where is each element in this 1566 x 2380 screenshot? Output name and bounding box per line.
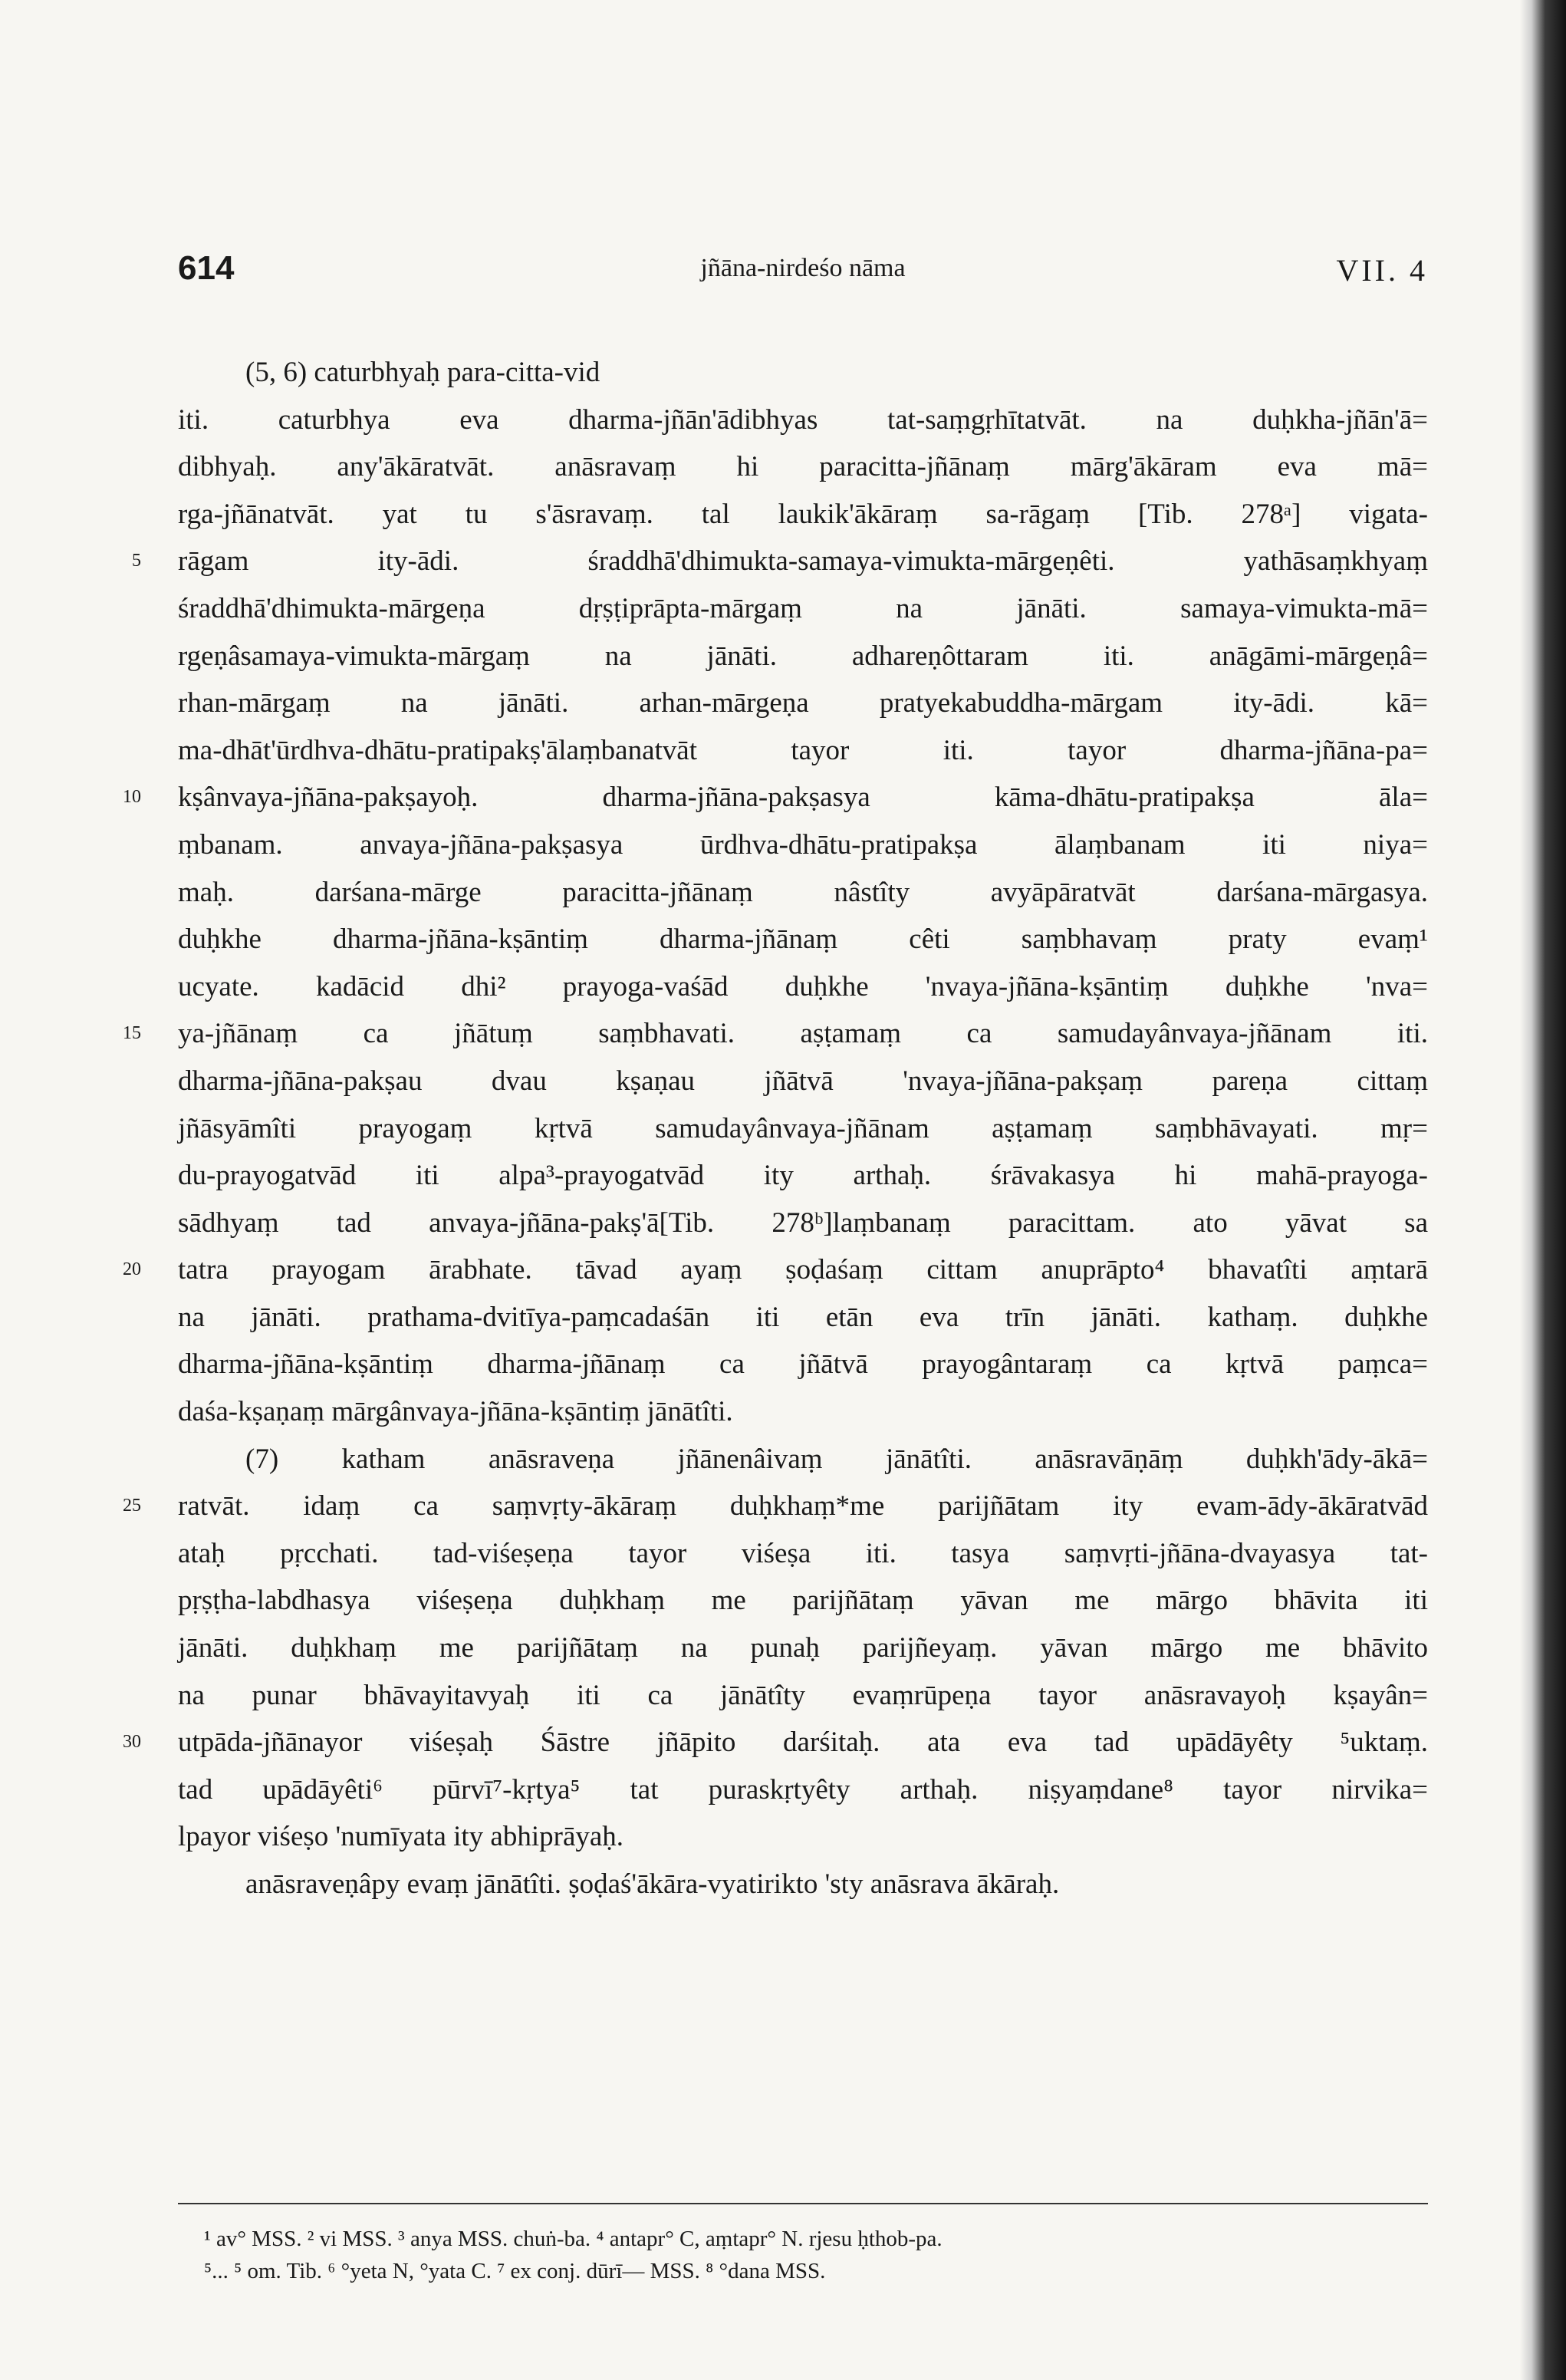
footnote-line: ¹ av° MSS. ² vi MSS. ³ anya MSS. chuṅ-ba. ⁴ antapr° C, aṃtapr° N. rjesu ḥthob-pa. [204, 2227, 943, 2251]
text-line [178, 1530, 1428, 1578]
text-line [178, 821, 1428, 869]
line-text: tatra prayogam ārabhate. tāvad ayaṃ ṣoḍaśaṃ cittam anuprāpto⁴ bhavatîti aṃtarā [178, 1254, 1428, 1286]
text-line [178, 1105, 1428, 1153]
line-text: ya-jñānaṃ ca jñātuṃ saṃbhavati. aṣṭamaṃ ca samudayânvaya-jñānam iti. [178, 1018, 1428, 1050]
line-text: dibhyaḥ. any'ākāratvāt. anāsravaṃ hi paracitta-jñānaṃ mārg'ākāram eva mā= [178, 451, 1428, 483]
line-number: 10 [123, 787, 141, 808]
line-text: ma-dhāt'ūrdhva-dhātu-pratipakṣ'ālaṃbanatvāt tayor iti. tayor dharma-jñāna-pa= [178, 734, 1428, 766]
line-text: na jānāti. prathama-dvitīya-paṃcadaśān iti etān eva trīn jānāti. kathaṃ. duḥkhe [178, 1301, 1428, 1333]
line-text: maḥ. darśana-mārge paracitta-jñānaṃ nâstîty avyāpāratvāt darśana-mārgasya. [178, 876, 1428, 908]
page-header [178, 249, 1428, 295]
line-text: sādhyaṃ tad anvaya-jñāna-pakṣ'ā[Tib. 278ᵇ]laṃbanaṃ paracittam. ato yāvat sa [178, 1206, 1428, 1239]
line-text: du-prayogatvād iti alpa³-prayogatvād ity arthaḥ. śrāvakasya hi mahā-prayoga- [178, 1160, 1428, 1192]
text-line [178, 1436, 1428, 1483]
text-line [178, 963, 1428, 1011]
line-text: rāgam ity-ādi. śraddhā'dhimukta-samaya-vimukta-mārgeṇêti. yathāsaṃkhyaṃ [178, 545, 1428, 578]
text-line [123, 1246, 1428, 1294]
footnote-line: ⁵... ⁵ om. Tib. ⁶ °yeta N, °yata C. ⁷ ex conj. dūrī— MSS. ⁸ °dana MSS. [204, 2259, 826, 2283]
line-text: na punar bhāvayitavyaḥ iti ca jānātîty evaṃrūpeṇa tayor anāsravayoḥ kṣayân= [178, 1679, 1428, 1711]
text-line [178, 349, 1428, 397]
line-text: dharma-jñāna-kṣāntiṃ dharma-jñānaṃ ca jñātvā prayogântaraṃ ca kṛtvā paṃca= [178, 1348, 1428, 1381]
line-text: iti. caturbhya eva dharma-jñān'ādibhyas tat-saṃgṛhītatvāt. na duḥkha-jñān'ā= [178, 403, 1428, 436]
text-line [178, 1341, 1428, 1388]
line-text: duḥkhe dharma-jñāna-kṣāntiṃ dharma-jñānaṃ cêti saṃbhavaṃ praty evaṃ¹ [178, 923, 1428, 956]
line-text: tad upādāyêti⁶ pūrvī⁷-kṛtya⁵ tat puraskṛtyêty arthaḥ. niṣyaṃdane⁸ tayor nirvika= [178, 1773, 1428, 1806]
line-text: (7) katham anāsraveṇa jñānenâivaṃ jānātîti. anāsravāṇāṃ duḥkh'ādy-ākā= [245, 1443, 1428, 1475]
footnotes [178, 2223, 1428, 2287]
text-line [178, 443, 1428, 491]
line-number: 20 [123, 1259, 141, 1280]
line-number: 25 [123, 1496, 141, 1516]
line-text: ataḥ pṛcchati. tad-viśeṣeṇa tayor viśeṣa iti. tasya saṃvṛti-jñāna-dvayasya tat- [178, 1537, 1428, 1569]
text-line [178, 1577, 1428, 1625]
text-line [178, 1672, 1428, 1720]
text-line [132, 538, 1428, 585]
text-line [178, 1766, 1428, 1814]
text-line [178, 1294, 1428, 1341]
line-text: ṃbanam. anvaya-jñāna-pakṣasya ūrdhva-dhātu-pratipakṣa ālaṃbanam iti niya= [178, 828, 1428, 861]
text-line [178, 585, 1428, 633]
text-line [178, 491, 1428, 538]
text-line [178, 1058, 1428, 1105]
main-text [123, 349, 1428, 1908]
line-text: utpāda-jñānayor viśeṣaḥ Śāstre jñāpito darśitaḥ. ata eva tad upādāyêty ⁵uktaṃ. [178, 1727, 1428, 1759]
text-line [178, 1813, 1428, 1861]
line-text: dharma-jñāna-pakṣau dvau kṣaṇau jñātvā 'nvaya-jñāna-pakṣaṃ pareṇa cittaṃ [178, 1065, 1428, 1097]
line-text: ucyate. kadācid dhi² prayoga-vaśād duḥkhe 'nvaya-jñāna-kṣāntiṃ duḥkhe 'nva= [178, 970, 1428, 1002]
line-text: daśa-kṣaṇaṃ mārgânvaya-jñāna-kṣāntiṃ jānātîti. [178, 1396, 733, 1428]
line-text: ratvāt. idaṃ ca saṃvṛty-ākāraṃ duḥkhaṃ*me parijñātam ity evam-ādy-ākāratvād [178, 1490, 1428, 1522]
text-line [123, 1483, 1428, 1530]
section-reference: VII. 4 [1336, 253, 1428, 288]
line-number: 30 [123, 1732, 141, 1753]
line-number: 5 [132, 551, 141, 571]
text-line [123, 774, 1428, 821]
text-line [178, 397, 1428, 444]
text-line [178, 633, 1428, 680]
text-line [178, 916, 1428, 963]
text-line [178, 1200, 1428, 1247]
text-line [123, 1010, 1428, 1058]
line-text: śraddhā'dhimukta-mārgeṇa dṛṣṭiprāpta-mārgaṃ na jānāti. samaya-vimukta-mā= [178, 592, 1428, 624]
text-line [178, 1388, 1428, 1436]
running-title: jñāna-nirdeśo nāma [700, 254, 906, 282]
text-line [178, 1861, 1428, 1908]
line-number: 15 [123, 1023, 141, 1044]
text-line [123, 1719, 1428, 1766]
line-text: jñāsyāmîti prayogaṃ kṛtvā samudayânvaya-jñānam aṣṭamaṃ saṃbhāvayati. mṛ= [178, 1112, 1428, 1144]
line-text: rhan-mārgaṃ na jānāti. arhan-mārgeṇa pratyekabuddha-mārgam ity-ādi. kā= [178, 687, 1428, 719]
text-line [178, 727, 1428, 775]
line-text: rga-jñānatvāt. yat tu s'āsravaṃ. tal laukik'ākāraṃ sa-rāgaṃ [Tib. 278ᵃ] vigata- [178, 498, 1428, 530]
line-text: (5, 6) caturbhyaḥ para-citta-vid [245, 357, 600, 388]
line-text: jānāti. duḥkhaṃ me parijñātaṃ na punaḥ parijñeyaṃ. yāvan mārgo me bhāvito [178, 1632, 1428, 1664]
line-text: rgeṇâsamaya-vimukta-mārgaṃ na jānāti. adhareṇôttaram iti. anāgāmi-mārgeṇâ= [178, 640, 1428, 672]
binding-shadow [1520, 0, 1566, 2380]
page-number: 614 [178, 249, 235, 287]
text-line [178, 1152, 1428, 1200]
line-text: lpayor viśeṣo 'numīyata ity abhiprāyaḥ. [178, 1821, 624, 1853]
line-text: pṛṣṭha-labdhasya viśeṣeṇa duḥkhaṃ me parijñātaṃ yāvan me mārgo bhāvita iti [178, 1585, 1428, 1617]
text-line [178, 869, 1428, 917]
text-line [178, 1625, 1428, 1672]
text-line [178, 680, 1428, 727]
line-text: anāsraveṇâpy evaṃ jānātîti. ṣoḍaś'ākāra-vyatirikto 'sty anāsrava ākāraḥ. [245, 1868, 1060, 1900]
line-text: kṣânvaya-jñāna-pakṣayoḥ. dharma-jñāna-pakṣasya kāma-dhātu-pratipakṣa āla= [178, 782, 1428, 814]
footnote-rule [178, 2203, 1428, 2204]
